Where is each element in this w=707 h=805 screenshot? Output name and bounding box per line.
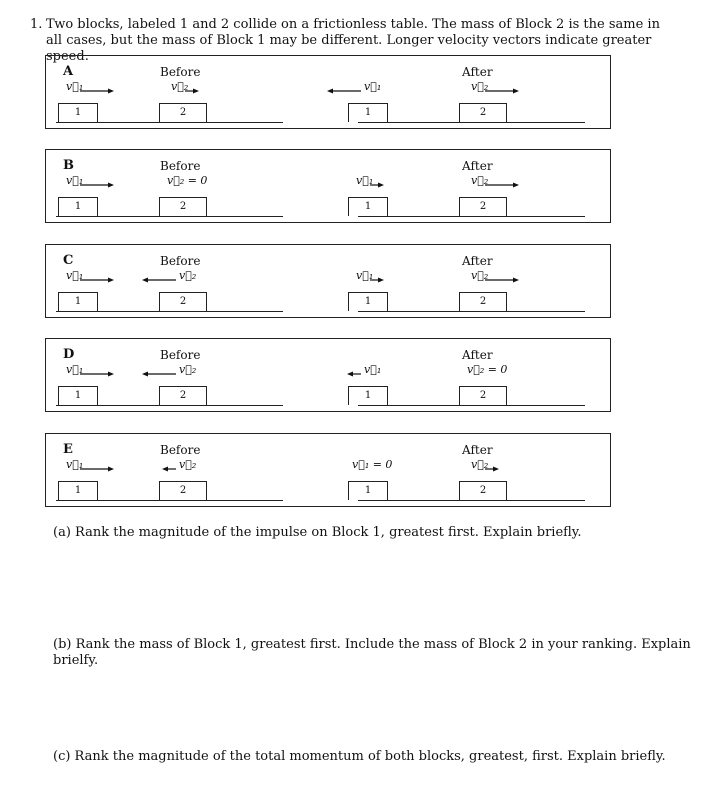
v1-arrow-after: [327, 87, 361, 95]
block-1-after: 1: [348, 292, 388, 311]
problem-number: 1.: [30, 17, 43, 32]
v2-arrow-before: [162, 465, 176, 473]
block-1-after: 1: [348, 103, 388, 122]
case-box-e: [45, 433, 611, 507]
v1-arrow-before: [80, 276, 114, 284]
block-2-before: 2: [159, 197, 207, 216]
block-1-before: 1: [58, 386, 98, 405]
v2-zero-label-after: v⃗₂ = 0: [467, 363, 508, 376]
table-surface-after: [358, 311, 585, 312]
block-2-before: 2: [159, 481, 207, 500]
block-1-before: 1: [58, 103, 98, 122]
block-2-after: 2: [459, 386, 507, 405]
after-label: After: [462, 348, 493, 362]
v1-label-after: v⃗₁: [356, 174, 374, 187]
after-label: After: [462, 254, 493, 268]
v2-arrow-before: [185, 87, 199, 95]
v1-zero-label-after: v⃗₁ = 0: [352, 458, 393, 471]
table-surface-after: [358, 500, 585, 501]
case-letter: A: [63, 64, 74, 79]
v2-label-after: v⃗₂: [471, 80, 489, 93]
v1-label-before: v⃗₁: [66, 174, 84, 187]
table-surface-after: [358, 216, 585, 217]
question-a: (a) Rank the magnitude of the impulse on Block 1, greatest first. Explain briefly.: [53, 525, 582, 540]
block-2-after: 2: [459, 292, 507, 311]
table-surface-before: [56, 216, 283, 217]
block-2-after: 2: [459, 103, 507, 122]
after-label: After: [462, 443, 493, 457]
v2-label-after: v⃗₂: [471, 174, 489, 187]
v2-label-before: v⃗₂: [179, 363, 197, 376]
block-2-after: 2: [459, 197, 507, 216]
v1-arrow-before: [80, 181, 114, 189]
after-label: After: [462, 159, 493, 173]
v1-label-before: v⃗₁: [66, 80, 84, 93]
v1-arrow-before: [80, 465, 114, 473]
v2-label-after: v⃗₂: [471, 269, 489, 282]
v1-arrow-after: [370, 181, 384, 189]
question-c: (c) Rank the magnitude of the total momentum of both blocks, greatest, first. Explain briefly.: [53, 749, 666, 764]
block-1-after: 1: [348, 197, 388, 216]
table-surface-before: [56, 311, 283, 312]
v2-label-before: v⃗₂: [171, 80, 189, 93]
table-surface-after: [358, 405, 585, 406]
v2-label-after: v⃗₂: [471, 458, 489, 471]
v2-arrow-after: [485, 465, 499, 473]
block-1-before: 1: [58, 197, 98, 216]
v2-arrow-before: [142, 370, 176, 378]
v2-arrow-after: [485, 276, 519, 284]
after-label: After: [462, 65, 493, 79]
v1-label-after: v⃗₁: [364, 80, 382, 93]
block-2-before: 2: [159, 386, 207, 405]
before-label: Before: [160, 443, 201, 457]
v1-arrow-before: [80, 87, 114, 95]
case-box-a: [45, 55, 611, 129]
case-box-c: [45, 244, 611, 318]
v1-label-after: v⃗₁: [356, 269, 374, 282]
v1-label-after: v⃗₁: [364, 363, 382, 376]
v2-label-before: v⃗₂: [179, 458, 197, 471]
v2-label-before: v⃗₂: [179, 269, 197, 282]
case-box-d: [45, 338, 611, 412]
before-label: Before: [160, 348, 201, 362]
block-1-before: 1: [58, 292, 98, 311]
before-label: Before: [160, 254, 201, 268]
case-letter: C: [63, 253, 74, 268]
case-box-b: [45, 149, 611, 223]
table-surface-before: [56, 122, 283, 123]
v2-zero-label-before: v⃗₂ = 0: [167, 174, 208, 187]
block-2-before: 2: [159, 103, 207, 122]
problem-text: Two blocks, labeled 1 and 2 collide on a frictionless table. The mass of Block 2 is the same in all cases, but the mass of Block 1 may be different. Longer velocity vectors indicate greater speed.: [46, 17, 660, 64]
block-1-after: 1: [348, 386, 388, 405]
v1-arrow-before: [80, 370, 114, 378]
table-surface-after: [358, 122, 585, 123]
v2-arrow-after: [485, 87, 519, 95]
v1-arrow-after: [347, 370, 361, 378]
case-letter: D: [63, 347, 75, 362]
table-surface-before: [56, 405, 283, 406]
v1-label-before: v⃗₁: [66, 363, 84, 376]
block-1-before: 1: [58, 481, 98, 500]
case-letter: E: [63, 442, 73, 457]
v1-label-before: v⃗₁: [66, 269, 84, 282]
before-label: Before: [160, 159, 201, 173]
block-2-after: 2: [459, 481, 507, 500]
question-b: (b) Rank the mass of Block 1, greatest first. Include the mass of Block 2 in your ranking. Explain brielfy.: [53, 637, 691, 668]
block-1-after: 1: [348, 481, 388, 500]
v2-arrow-after: [485, 181, 519, 189]
block-2-before: 2: [159, 292, 207, 311]
v1-arrow-after: [370, 276, 384, 284]
case-letter: B: [63, 158, 74, 173]
v2-arrow-before: [142, 276, 176, 284]
v1-label-before: v⃗₁: [66, 458, 84, 471]
table-surface-before: [56, 500, 283, 501]
before-label: Before: [160, 65, 201, 79]
